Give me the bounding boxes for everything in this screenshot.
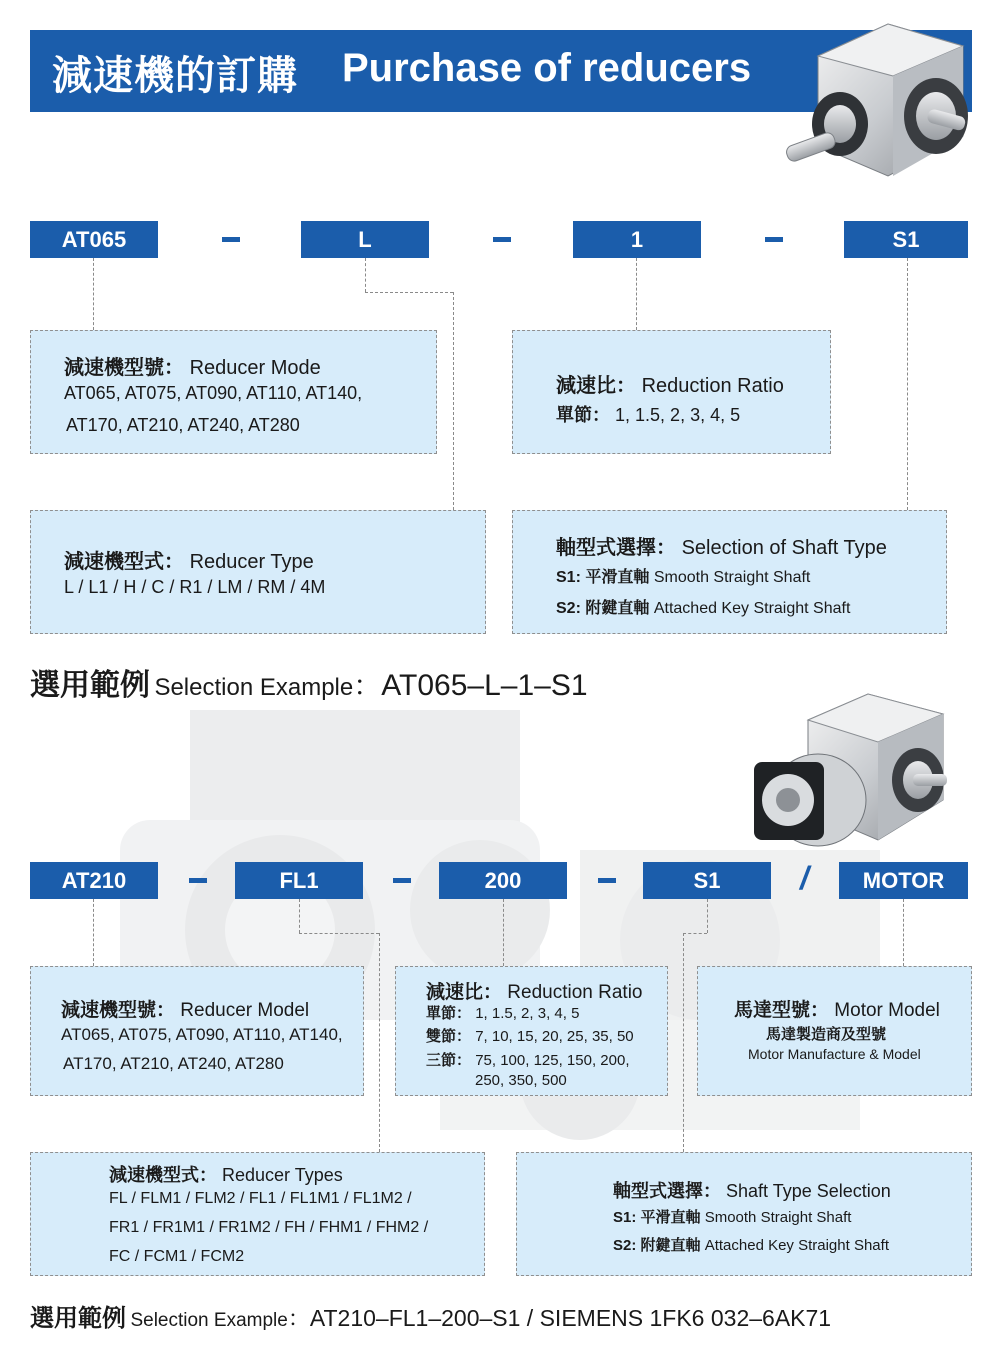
info-box-reducer-type: [30, 510, 486, 634]
model-list-line2: AT170, AT210, AT240, AT280: [63, 1054, 284, 1073]
label-en: Reduction Ratio: [507, 982, 643, 1003]
label-en: Reduction Ratio: [641, 375, 784, 397]
shaft-en: Attached Key Straight Shaft: [653, 600, 851, 617]
info-box-reducer-mode: [30, 330, 437, 454]
shaft-key: S2:: [556, 600, 581, 617]
label-en: Reducer Mode: [189, 357, 321, 379]
connector-line: [93, 258, 94, 330]
ratio-values: 250, 350, 500: [475, 1072, 567, 1089]
label-zh: 減速比：: [426, 982, 503, 1003]
label-en: Reducer Model: [180, 1000, 310, 1021]
ratio-values: 7, 10, 15, 20, 25, 35, 50: [475, 1028, 634, 1045]
model-list-line1: AT065, AT075, AT090, AT110, AT140,: [61, 1025, 343, 1044]
type-list-line1: FL / FLM1 / FLM2 / FL1 / FL1M1 / FL1M2 /: [109, 1190, 412, 1207]
code-shaft-s1: S1: [643, 862, 771, 899]
shaft-en: Attached Key Straight Shaft: [704, 1237, 889, 1254]
info-box-reduction-ratio: [512, 330, 831, 454]
label-en: Motor Model: [834, 1000, 940, 1021]
shaft-zh: 平滑直軸: [585, 569, 650, 586]
info-box-reducer-types: [30, 1152, 485, 1276]
shaft-zh: 附鍵直軸: [640, 1237, 701, 1254]
shaft-zh: 附鍵直軸: [585, 600, 650, 617]
label-zh: 減速機型號：: [61, 1000, 176, 1021]
example-label-zh: 選用範例: [30, 669, 150, 702]
gearbox-with-motor-flange-image: [748, 690, 958, 860]
info-box-shaft-type: [512, 510, 947, 634]
connector-line: [453, 292, 454, 510]
label-en: Shaft Type Selection: [726, 1181, 891, 1201]
shaft-en: Smooth Straight Shaft: [704, 1209, 852, 1226]
selection-example-1: [30, 660, 588, 704]
code-ratio-1: 1: [573, 221, 701, 258]
code-separator: [189, 878, 207, 883]
motor-maker-en: Motor Manufacture & Model: [748, 1046, 921, 1062]
connector-line: [907, 258, 908, 510]
example-value: AT210–FL1–200–S1 / SIEMENS 1FK6 032–6AK71: [309, 1305, 832, 1331]
shaft-key: S1:: [556, 569, 581, 586]
label-zh: 減速機型式：: [64, 551, 184, 573]
info-box-reducer-model: [30, 966, 364, 1096]
example-colon: ：: [353, 670, 382, 701]
code-separator: [222, 237, 240, 242]
ratio-values: 1, 1.5, 2, 3, 4, 5: [615, 405, 741, 425]
connector-line: [903, 899, 904, 966]
ratio-stage-label: 單節：: [426, 1005, 472, 1022]
model-list-line2: AT170, AT210, AT240, AT280: [66, 415, 300, 435]
code-model-at210: AT210: [30, 862, 158, 899]
connector-line: [683, 933, 707, 934]
connector-line: [379, 933, 380, 1152]
type-list-line3: FC / FCM1 / FCM2: [109, 1248, 245, 1265]
label-en: Selection of Shaft Type: [681, 537, 887, 559]
label-en: Reducer Types: [222, 1165, 343, 1185]
code-model-at065: AT065: [30, 221, 158, 258]
connector-line: [636, 258, 637, 330]
code-shaft-s1: S1: [844, 221, 968, 258]
label-zh: 軸型式選擇：: [613, 1181, 721, 1201]
example-value: AT065–L–1–S1: [381, 669, 588, 702]
example-colon: ：: [287, 1306, 310, 1331]
code-separator: [493, 237, 511, 242]
shaft-key: S1:: [613, 1209, 637, 1226]
header-title-zh: 減速機的訂購: [52, 54, 298, 98]
motor-maker-zh: 馬達製造商及型號: [766, 1026, 887, 1043]
shaft-key: S2:: [613, 1237, 637, 1254]
label-zh: 減速機型式：: [109, 1165, 217, 1185]
ratio-values: 75, 100, 125, 150, 200,: [475, 1052, 630, 1069]
code-ratio-200: 200: [439, 862, 567, 899]
connector-line: [93, 899, 94, 966]
code-type-l: L: [301, 221, 429, 258]
code-motor: MOTOR: [839, 862, 968, 899]
label-zh: 減速比：: [556, 375, 636, 397]
ratio-stage-label: 雙節：: [426, 1028, 472, 1045]
shaft-zh: 平滑直軸: [640, 1209, 701, 1226]
code-separator: [765, 237, 783, 242]
connector-line: [299, 933, 379, 934]
shaft-en: Smooth Straight Shaft: [653, 569, 811, 586]
connector-line: [299, 899, 300, 933]
type-list: L / L1 / H / C / R1 / LM / RM / 4M: [64, 577, 326, 597]
info-box-motor-model: [697, 966, 972, 1096]
connector-line: [683, 933, 684, 1152]
label-zh: 減速機型號：: [64, 357, 184, 379]
code-separator: [598, 878, 616, 883]
label-zh: 軸型式選擇：: [556, 537, 676, 559]
label-en: Reducer Type: [189, 551, 314, 573]
connector-line: [707, 899, 708, 933]
info-box-shaft-selection: [516, 1152, 972, 1276]
example-label-en: Selection Example: [130, 1310, 288, 1331]
type-list-line2: FR1 / FR1M1 / FR1M2 / FH / FHM1 / FHM2 /: [109, 1219, 429, 1236]
label-zh: 馬達型號：: [734, 1000, 830, 1021]
code-type-fl1: FL1: [235, 862, 363, 899]
example-label-en: Selection Example: [154, 674, 354, 701]
example-label-zh: 選用範例: [30, 1305, 126, 1332]
info-box-reduction-ratio: [395, 966, 668, 1096]
ratio-stage-label: 單節：: [556, 405, 610, 425]
connector-line: [365, 258, 366, 292]
header-title-en: Purchase of reducers: [342, 46, 752, 90]
ratio-values: 1, 1.5, 2, 3, 4, 5: [475, 1005, 580, 1022]
selection-example-2: [30, 1298, 831, 1333]
code-separator: [393, 878, 411, 883]
right-angle-gearbox-image: [778, 16, 978, 196]
code-slash-separator: /: [800, 860, 809, 896]
ratio-stage-label: 三節：: [426, 1052, 472, 1069]
model-list-line1: AT065, AT075, AT090, AT110, AT140,: [64, 383, 363, 403]
connector-line: [365, 292, 453, 293]
connector-line: [503, 899, 504, 966]
